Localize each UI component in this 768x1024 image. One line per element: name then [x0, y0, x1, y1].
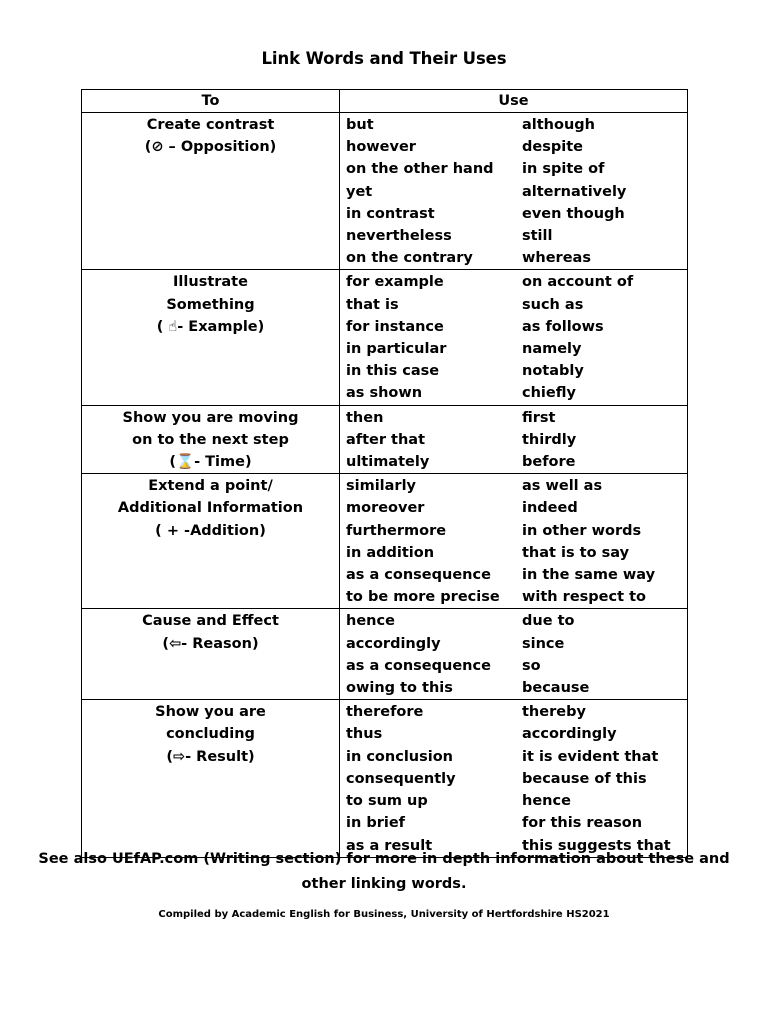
- link-words-table: [81, 89, 688, 858]
- purpose-line: Show you are: [155, 704, 266, 721]
- link-word: therefore: [346, 704, 424, 721]
- link-word: that is: [346, 296, 399, 313]
- credit-line: Compiled by Academic English for Business, University of Hertfordshire HS2021: [158, 909, 610, 920]
- link-word: namely: [522, 341, 582, 358]
- link-word: on the contrary: [346, 250, 473, 267]
- link-word: in conclusion: [346, 748, 453, 765]
- link-word-pair: [346, 812, 687, 834]
- link-word: in contrast: [346, 205, 435, 222]
- link-word: due to: [522, 613, 575, 630]
- link-word: on the other hand: [346, 161, 494, 178]
- column-header-use: Use: [340, 90, 688, 113]
- link-word: on account of: [522, 274, 634, 291]
- link-word: hence: [522, 793, 571, 810]
- link-word-pair: [346, 360, 687, 382]
- link-word: that is to say: [522, 544, 630, 561]
- link-word: it is evident that: [522, 748, 659, 765]
- link-word-pair: [346, 114, 687, 136]
- link-word-pair: [346, 790, 687, 812]
- link-words-cell: [340, 405, 688, 474]
- link-word: owing to this: [346, 680, 453, 697]
- link-word: to be more precise: [346, 589, 500, 606]
- link-word: because of this: [522, 770, 647, 787]
- link-word-pair: [346, 586, 687, 608]
- link-word: as a consequence: [346, 657, 491, 674]
- link-word: although: [522, 117, 595, 133]
- link-word: hence: [346, 613, 395, 630]
- link-word: consequently: [346, 770, 456, 787]
- purpose-line: ( ☝- Example): [156, 318, 265, 335]
- link-word: as a consequence: [346, 567, 491, 584]
- link-word-pair: [346, 407, 687, 429]
- link-word-pair: [346, 271, 687, 293]
- link-word-pair: [346, 497, 687, 519]
- link-word: still: [522, 228, 553, 245]
- link-word: as well as: [522, 478, 603, 495]
- link-word-pair: [346, 768, 687, 790]
- link-word-pair: [346, 136, 687, 158]
- purpose-line: (⇦- Reason): [162, 635, 259, 652]
- link-word-pair: [346, 451, 687, 473]
- link-word: in particular: [346, 341, 447, 358]
- link-word: chiefly: [522, 385, 576, 402]
- purpose-line: concluding: [166, 726, 255, 743]
- table-body: [82, 113, 688, 858]
- link-word-pair: [346, 610, 687, 632]
- link-word: in addition: [346, 544, 435, 561]
- purpose-line: ( + -Addition): [155, 522, 266, 539]
- link-word: moreover: [346, 500, 425, 517]
- purpose-line: Additional Information: [117, 500, 304, 517]
- purpose-line: Something: [166, 296, 255, 313]
- column-header-to: To: [82, 90, 340, 113]
- link-word: even though: [522, 205, 625, 222]
- link-word-pair: [346, 701, 687, 723]
- link-word: as a result: [346, 837, 433, 854]
- link-word-pair: [346, 225, 687, 247]
- link-word-pair: [346, 338, 687, 360]
- link-word-pair: [346, 158, 687, 180]
- link-word: similarly: [346, 478, 417, 495]
- link-word-pair: [346, 655, 687, 677]
- link-word: with respect to: [522, 589, 646, 606]
- link-word-pair: [346, 316, 687, 338]
- link-word-pair: [346, 475, 687, 497]
- table-header-row: [82, 90, 688, 113]
- link-word-pair: [346, 564, 687, 586]
- link-word: after that: [346, 431, 426, 448]
- link-word: for instance: [346, 318, 444, 335]
- link-word: first: [522, 409, 556, 426]
- link-word: since: [522, 635, 565, 652]
- link-word: ultimately: [346, 454, 430, 471]
- link-word: notably: [522, 363, 584, 380]
- purpose-line: (⌛- Time): [169, 454, 252, 471]
- link-word: thus: [346, 726, 383, 743]
- link-word: yet: [346, 183, 373, 200]
- table-row: [82, 270, 688, 405]
- link-word: for this reason: [522, 815, 643, 832]
- link-word: however: [346, 139, 416, 156]
- link-words-cell: [340, 113, 688, 270]
- link-word-pair: [346, 520, 687, 542]
- link-word: alternatively: [522, 183, 627, 200]
- link-words-cell: [340, 700, 688, 857]
- link-word-pair: [346, 429, 687, 451]
- table-row: [82, 700, 688, 857]
- link-word: in the same way: [522, 567, 656, 584]
- link-word: in other words: [522, 522, 642, 539]
- link-word-pair: [346, 542, 687, 564]
- link-word: before: [522, 454, 576, 471]
- link-word-pair: [346, 723, 687, 745]
- link-word: in this case: [346, 363, 440, 380]
- link-word: whereas: [522, 250, 591, 267]
- link-word: thirdly: [522, 431, 577, 448]
- purpose-cell: [82, 474, 340, 609]
- purpose-line: Illustrate: [173, 274, 248, 291]
- link-word: for example: [346, 274, 444, 291]
- purpose-line: Show you are moving: [122, 409, 299, 426]
- purpose-line: on to the next step: [132, 431, 289, 448]
- link-word: as shown: [346, 385, 423, 402]
- link-word: to sum up: [346, 793, 428, 810]
- link-word: such as: [522, 296, 584, 313]
- link-word: in spite of: [522, 161, 605, 178]
- purpose-line: Extend a point/: [148, 478, 273, 495]
- purpose-line: Cause and Effect: [142, 613, 279, 630]
- link-word: so: [522, 657, 541, 674]
- purpose-cell: [82, 609, 340, 700]
- table-row: [82, 609, 688, 700]
- link-word-pair: [346, 203, 687, 225]
- purpose-line: Create contrast: [146, 117, 275, 133]
- purpose-cell: [82, 270, 340, 405]
- purpose-cell: [82, 113, 340, 270]
- link-word: then: [346, 409, 384, 426]
- table-row: [82, 113, 688, 270]
- link-word: furthermore: [346, 522, 447, 539]
- page-title: Link Words and Their Uses: [261, 49, 507, 68]
- link-word-pair: [346, 181, 687, 203]
- link-word: accordingly: [346, 635, 441, 652]
- link-word: but: [346, 117, 374, 133]
- link-word: nevertheless: [346, 228, 452, 245]
- purpose-cell: [82, 700, 340, 857]
- table-row: [82, 474, 688, 609]
- link-word: as follows: [522, 318, 604, 335]
- link-word-pair: [346, 382, 687, 404]
- link-word: accordingly: [522, 726, 617, 743]
- link-words-cell: [340, 270, 688, 405]
- link-word: despite: [522, 139, 583, 156]
- link-word: this suggests that: [522, 837, 671, 854]
- link-words-cell: [340, 609, 688, 700]
- link-word: thereby: [522, 704, 586, 721]
- link-word-pair: [346, 677, 687, 699]
- link-word-pair: [346, 247, 687, 269]
- link-word: because: [522, 680, 590, 697]
- link-word: in brief: [346, 815, 405, 832]
- link-word-pair: [346, 746, 687, 768]
- link-word-pair: [346, 633, 687, 655]
- link-word: indeed: [522, 500, 578, 517]
- purpose-cell: [82, 405, 340, 474]
- table-row: [82, 405, 688, 474]
- purpose-line: (⊘ – Opposition): [144, 139, 277, 156]
- purpose-line: (⇨- Result): [166, 748, 255, 765]
- link-words-cell: [340, 474, 688, 609]
- footnote: See also UEfAP.com (Writing section) for more in depth information about these and other linking words.: [38, 851, 730, 892]
- link-word-pair: [346, 294, 687, 316]
